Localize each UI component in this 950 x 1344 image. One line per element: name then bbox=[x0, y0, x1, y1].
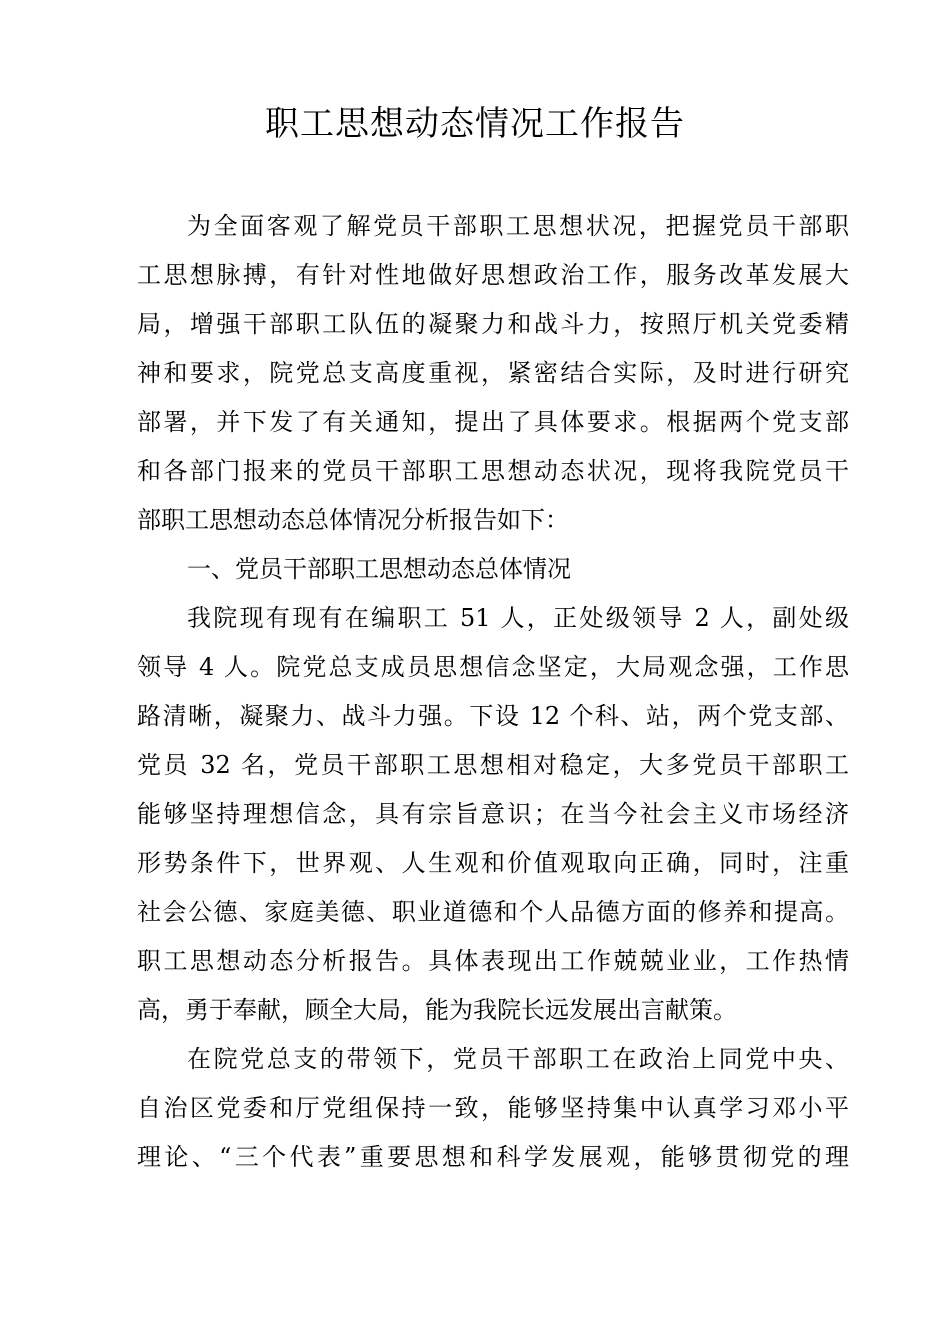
text-line: 部署，并下发了有关通知，提出了具体要求。根据两个党支部 bbox=[137, 408, 849, 436]
section-heading: 一、党员干部职工思想动态总体情况 bbox=[187, 555, 571, 583]
text-line: 能够坚持理想信念，具有宗旨意识；在当今社会主义市场经济 bbox=[137, 800, 849, 828]
text-line: 我院现有现有在编职工 51 人，正处级领导 2 人，副处级 bbox=[187, 604, 849, 632]
text-line: 形势条件下，世界观、人生观和价值观取向正确，同时，注重 bbox=[137, 849, 849, 877]
text-line: 部职工思想动态总体情况分析报告如下： bbox=[137, 506, 569, 534]
text-line: 和各部门报来的党员干部职工思想动态状况，现将我院党员干 bbox=[137, 457, 849, 485]
text-line: 高，勇于奉献，顾全大局，能为我院长远发展出言献策。 bbox=[137, 996, 737, 1024]
text-line: 党员 32 名，党员干部职工思想相对稳定，大多党员干部职工 bbox=[137, 751, 849, 779]
text-line: 理论、“三个代表”重要思想和科学发展观，能够贯彻党的理 bbox=[137, 1143, 849, 1171]
text-line: 路清晰，凝聚力、战斗力强。下设 12 个科、站，两个党支部、 bbox=[137, 702, 849, 730]
text-line: 工思想脉搏，有针对性地做好思想政治工作，服务改革发展大 bbox=[137, 261, 849, 289]
text-line: 自治区党委和厅党组保持一致，能够坚持集中认真学习邓小平 bbox=[137, 1094, 849, 1122]
text-line: 领导 4 人。院党总支成员思想信念坚定，大局观念强，工作思 bbox=[137, 653, 849, 681]
text-line: 局，增强干部职工队伍的凝聚力和战斗力，按照厅机关党委精 bbox=[137, 310, 849, 338]
text-line: 社会公德、家庭美德、职业道德和个人品德方面的修养和提高。 bbox=[137, 898, 849, 926]
text-line: 职工思想动态分析报告。具体表现出工作兢兢业业，工作热情 bbox=[137, 947, 849, 975]
text-line: 神和要求，院党总支高度重视，紧密结合实际，及时进行研究 bbox=[137, 359, 849, 387]
document-title: 职工思想动态情况工作报告 bbox=[265, 104, 685, 144]
document-body bbox=[137, 202, 849, 1182]
text-line: 为全面客观了解党员干部职工思想状况，把握党员干部职 bbox=[187, 212, 849, 240]
text-line: 在院党总支的带领下，党员干部职工在政治上同党中央、 bbox=[187, 1045, 849, 1073]
